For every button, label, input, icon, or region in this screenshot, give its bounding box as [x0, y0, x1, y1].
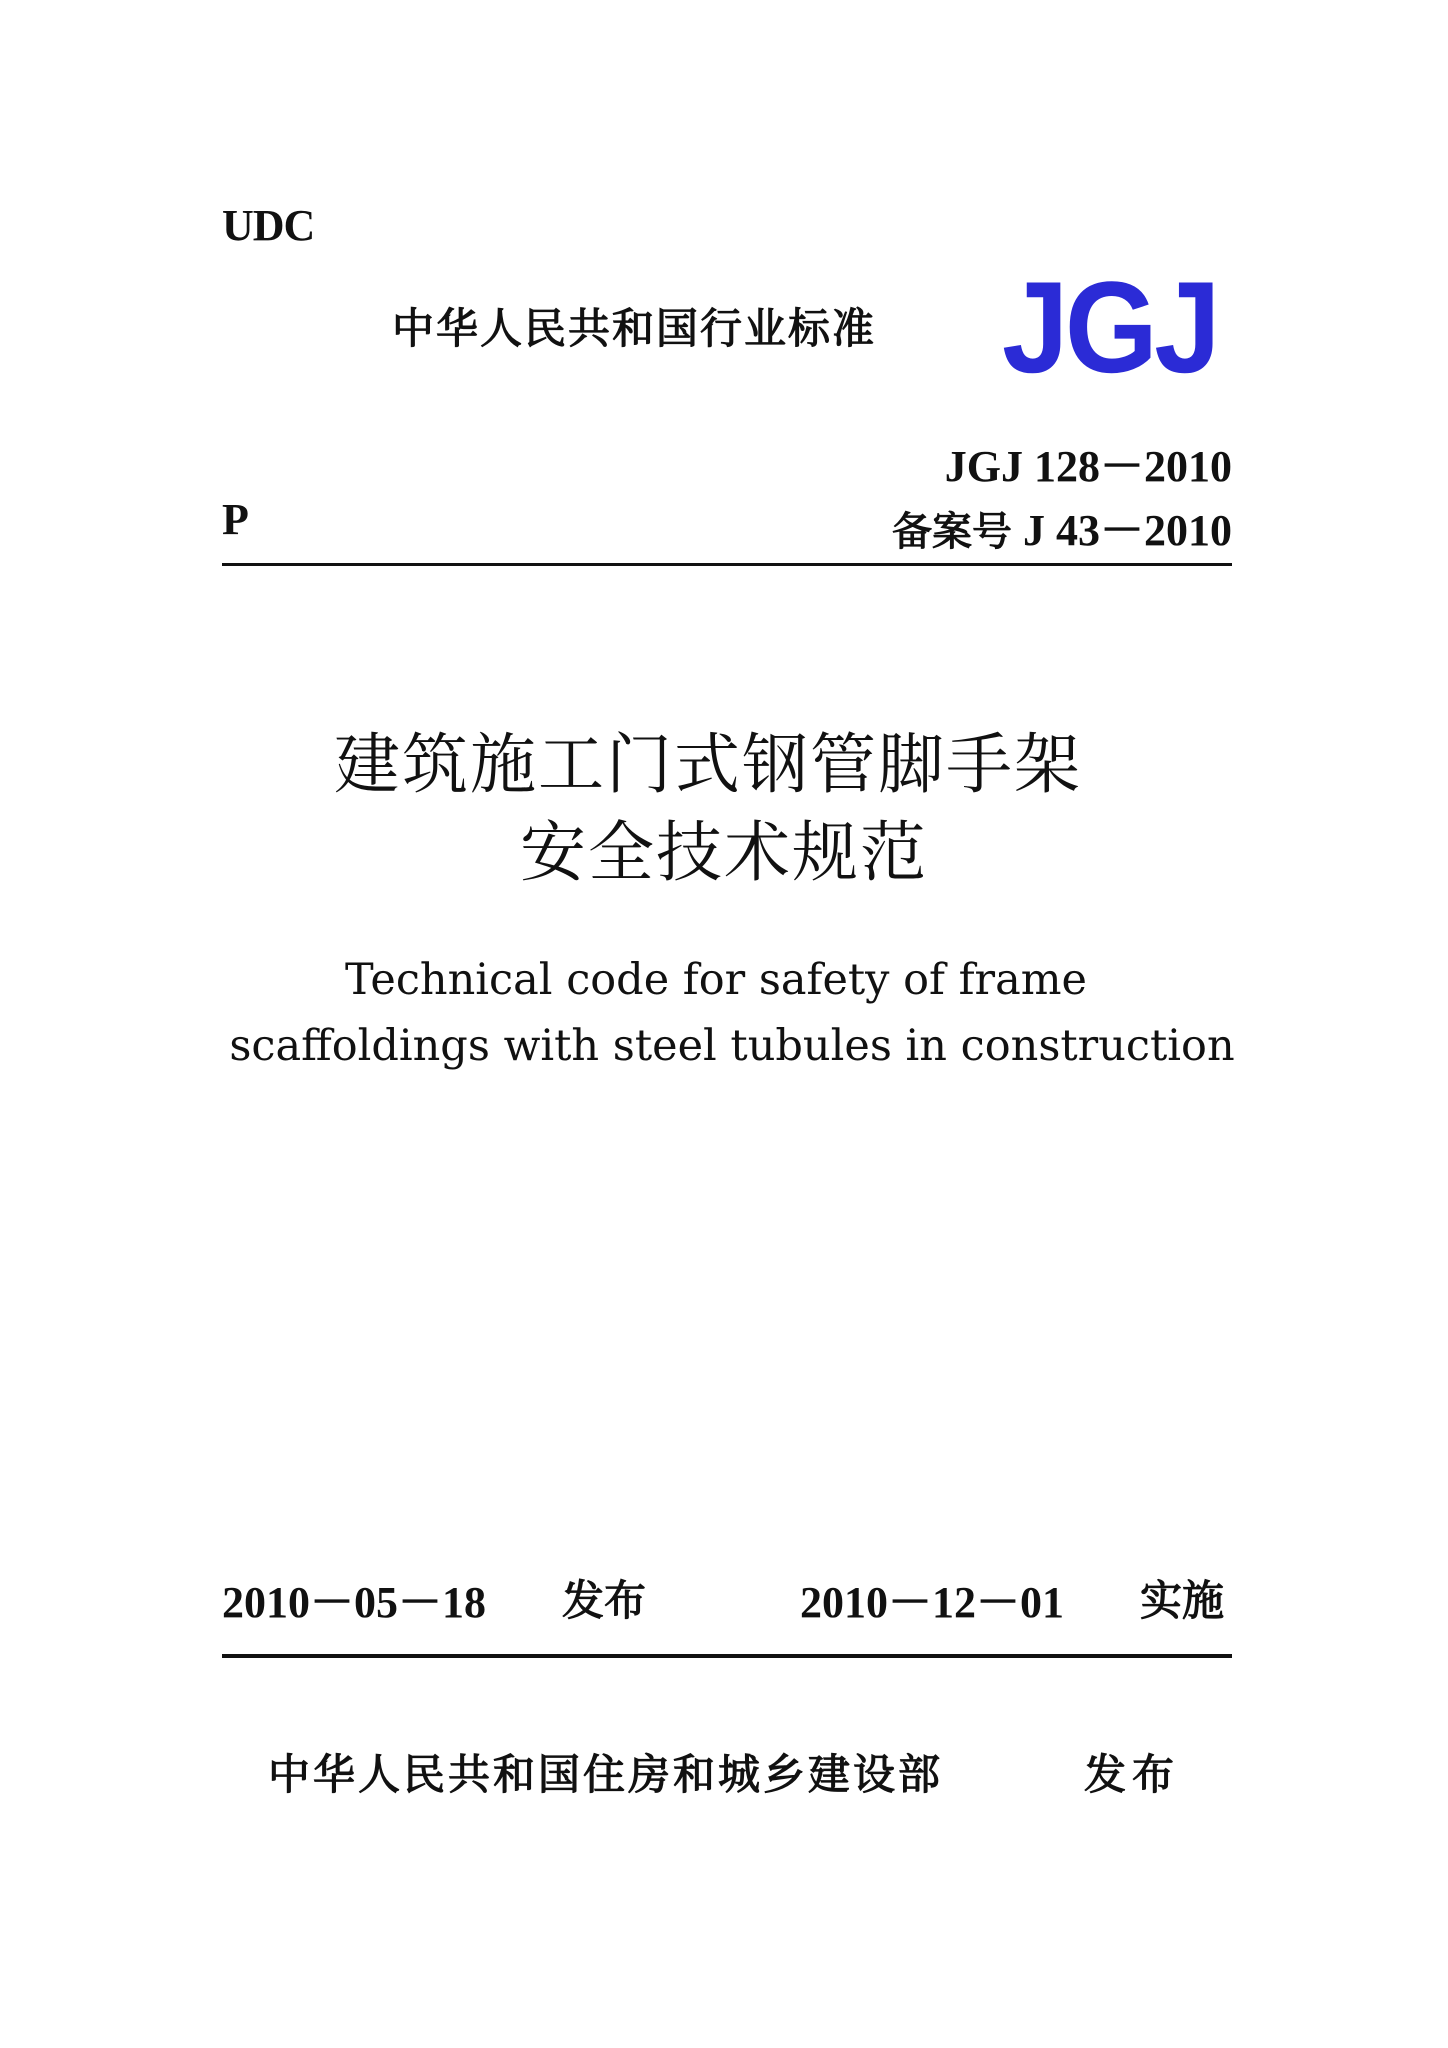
- industry-standard-title: 中华人民共和国行业标准: [392, 304, 877, 353]
- record-prefix: 备案号: [892, 509, 1012, 555]
- publisher-label: 发布: [1084, 1750, 1181, 1799]
- title-chinese-line-2: 安全技术规范: [520, 814, 928, 891]
- record-number: [892, 494, 1232, 558]
- title-english-line-2: scaffoldings with steel tubules in construction: [229, 1021, 1235, 1071]
- standard-code: JGJ 128－2010: [944, 442, 1232, 491]
- effective-label: 实施: [1140, 1576, 1225, 1625]
- title-chinese-line-1: 建筑施工门式钢管脚手架: [334, 726, 1082, 803]
- issue-date: 2010－05－18: [222, 1578, 486, 1627]
- jgj-logo: JGJ: [1002, 254, 1218, 400]
- header-divider: [222, 563, 1232, 566]
- dates-divider: [222, 1654, 1232, 1658]
- effective-date: 2010－12－01: [800, 1578, 1064, 1627]
- publisher-name: 中华人民共和国住房和城乡建设部: [268, 1750, 944, 1799]
- title-english-line-1: Technical code for safety of frame: [345, 955, 1087, 1005]
- udc-label: UDC: [222, 201, 315, 250]
- record-code: J 43－2010: [1023, 506, 1232, 555]
- issue-label: 发布: [562, 1576, 647, 1625]
- classification-mark: P: [222, 495, 249, 544]
